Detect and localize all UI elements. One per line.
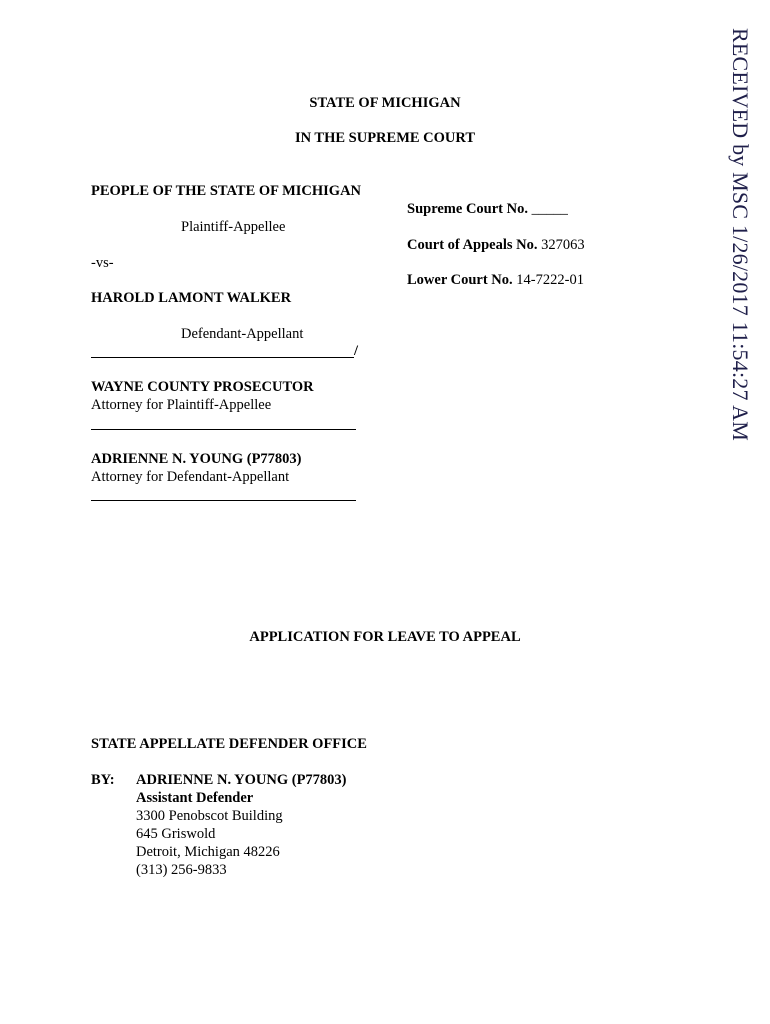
address-line: 645 Griswold bbox=[136, 826, 216, 842]
document-title: APPLICATION FOR LEAVE TO APPEAL bbox=[249, 629, 521, 645]
address-line: 3300 Penobscot Building bbox=[136, 808, 283, 824]
court-of-appeals-value: 327063 bbox=[541, 237, 585, 253]
attorney-role: Attorney for Plaintiff-Appellee bbox=[91, 397, 272, 413]
signer-title: Assistant Defender bbox=[136, 790, 254, 806]
attorney-name: WAYNE COUNTY PROSECUTOR bbox=[91, 379, 314, 395]
by-label: BY: bbox=[91, 772, 115, 788]
state-heading: STATE OF MICHIGAN bbox=[309, 95, 461, 111]
supreme-court-value: _____ bbox=[531, 201, 568, 217]
lower-court-number bbox=[407, 271, 584, 289]
supreme-court-label: Supreme Court No. bbox=[407, 201, 528, 217]
caption-slash: / bbox=[354, 343, 359, 359]
court-of-appeals-number bbox=[407, 236, 585, 254]
plaintiff-role: Plaintiff-Appellee bbox=[181, 219, 286, 235]
plaintiff-name: PEOPLE OF THE STATE OF MICHIGAN bbox=[91, 183, 362, 199]
attorney-rule bbox=[91, 500, 356, 501]
phone-number: (313) 256-9833 bbox=[136, 862, 227, 878]
office-name: STATE APPELLATE DEFENDER OFFICE bbox=[91, 736, 367, 752]
supreme-court-number bbox=[407, 200, 568, 218]
versus-label: -vs- bbox=[91, 255, 114, 271]
signer-name: ADRIENNE N. YOUNG (P77803) bbox=[136, 772, 347, 788]
court-heading: IN THE SUPREME COURT bbox=[294, 130, 476, 146]
attorney-role: Attorney for Defendant-Appellant bbox=[91, 469, 290, 485]
lower-court-label: Lower Court No. bbox=[407, 272, 513, 288]
address-line: Detroit, Michigan 48226 bbox=[136, 844, 280, 860]
lower-court-value: 14-7222-01 bbox=[516, 272, 584, 288]
caption-rule bbox=[91, 357, 354, 358]
defendant-name: HAROLD LAMONT WALKER bbox=[91, 290, 292, 306]
court-of-appeals-label: Court of Appeals No. bbox=[407, 237, 538, 253]
defendant-role: Defendant-Appellant bbox=[181, 326, 304, 342]
attorney-rule bbox=[91, 429, 356, 430]
received-stamp: RECEIVED by MSC 1/26/2017 11:54:27 AM bbox=[728, 28, 753, 442]
attorney-name: ADRIENNE N. YOUNG (P77803) bbox=[91, 451, 302, 467]
